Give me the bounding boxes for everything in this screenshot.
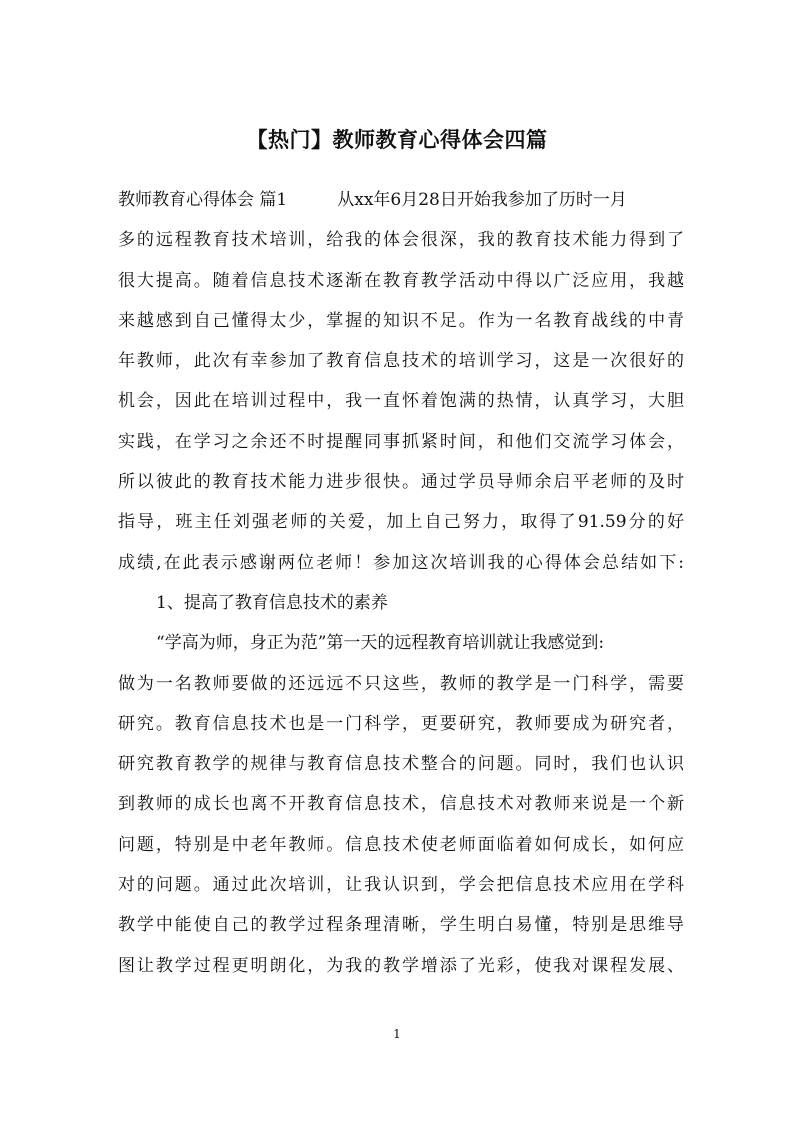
paragraph1-line-7: 实践，在学习之余还不时提醒同事抓紧时间，和他们交流学习体会， [118,431,684,452]
paragraph1-line-2: 多的远程教育技术培训，给我的体会很深，我的教育技术能力得到了 [118,230,684,251]
paragraph1-line-10: 成绩,在此表示感谢两位老师！参加这次培训我的心得体会总结如下: [118,552,684,573]
document-body [118,180,684,986]
subheading: 1、提高了教育信息技术的素养 [156,592,388,613]
page-number: 1 [393,1027,401,1041]
paragraph2-line-7: 对的问题。通过此次培训，让我认识到，学会把信息技术应用在学科 [118,875,684,896]
paragraph2-line-8: 教学中能使自己的教学过程条理清晰，学生明白易懂，特别是思维导 [118,915,684,936]
paragraph2-line-6: 问题，特别是中老年教师。信息技术使老师面临着如何成长，如何应 [118,834,684,855]
paragraph1-line-5: 年教师，此次有幸参加了教育信息技术的培训学习，这是一次很好的 [118,351,684,372]
paragraph2-line-3: 研究。教育信息技术也是一门科学，更要研究，教师要成为研究者， [118,713,684,734]
paragraph1-line-4: 来越感到自己懂得太少，掌握的知识不足。作为一名教育战线的中青 [118,310,684,331]
section-heading: 教师教育心得体会 篇1 [118,190,288,210]
paragraph1-text-1: 从xx年6月28日开始我参加了历时一月 [337,190,627,210]
document-title: 【热门】教师教育心得体会四篇 [246,128,548,152]
paragraph1-line-1 [118,180,684,220]
paragraph2-line-2: 做为一名教师要做的还远远不只这些，教师的教学是一门科学，需要 [118,673,684,694]
paragraph2-line-9: 图让教学过程更明朗化，为我的教学增添了光彩，使我对课程发展、 [118,955,684,976]
paragraph1-line-6: 机会，因此在培训过程中，我一直怀着饱满的热情，认真学习，大胆 [118,391,684,412]
paragraph2-line-1: “学高为师，身正为范”第一天的远程教育培训就让我感觉到: [156,633,605,654]
paragraph1-line-9: 指导，班主任刘强老师的关爱，加上自己努力，取得了91.59分的好 [118,512,684,533]
paragraph1-line-8: 所以彼此的教育技术能力进步很快。通过学员导师余启平老师的及时 [118,472,684,493]
paragraph1-line-3: 很大提高。随着信息技术逐渐在教育教学活动中得以广泛应用，我越 [118,270,684,291]
paragraph2-line-5: 到教师的成长也离不开教育信息技术，信息技术对教师来说是一个新 [118,794,684,815]
paragraph2-line-4: 研究教育教学的规律与教育信息技术整合的问题。同时，我们也认识 [118,754,684,775]
